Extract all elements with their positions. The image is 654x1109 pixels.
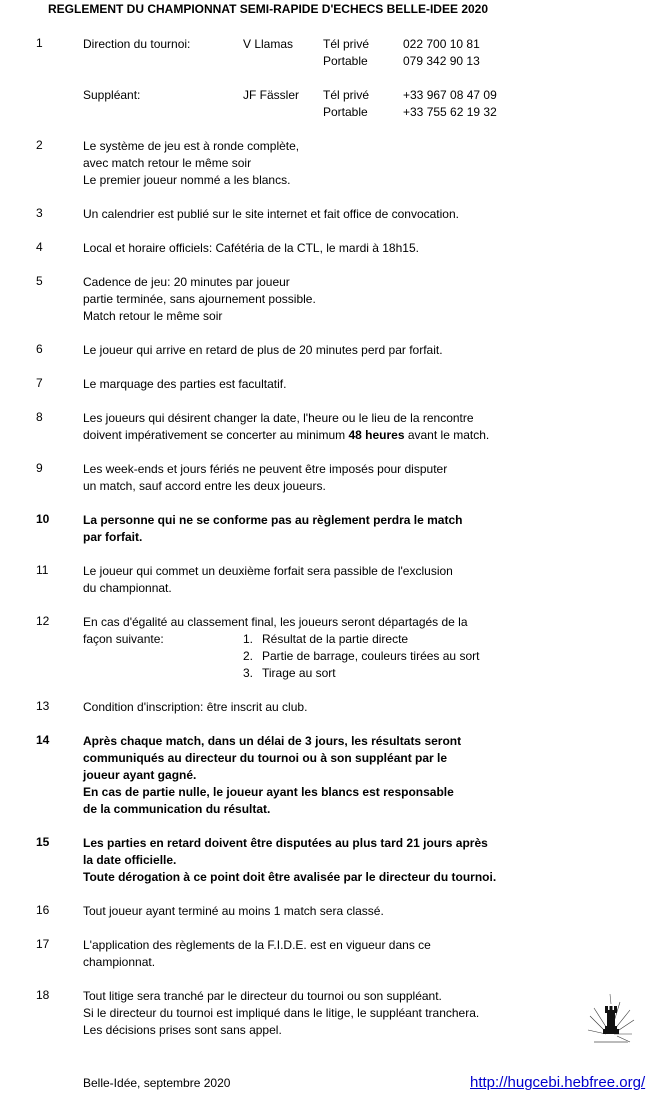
tiebreak-item: Tirage au sort	[262, 666, 336, 680]
rule-number: 17	[36, 937, 50, 951]
rule-number: 12	[36, 614, 50, 628]
rule-text-line: un match, sauf accord entre les deux joueurs.	[83, 479, 326, 493]
rule-text-line: Le système de jeu est à ronde complète,	[83, 139, 300, 153]
rule-number: 14	[36, 733, 50, 747]
rule-text-line: communiqués au directeur du tournoi ou à son suppléant par le	[83, 751, 448, 765]
rule-text-line: En cas d'égalité au classement final, les joueurs seront départagés de la	[83, 615, 468, 629]
deputy-mobile: +33 755 62 19 32	[403, 105, 497, 119]
rule-number: 18	[36, 988, 50, 1002]
rule-number: 1	[36, 36, 43, 50]
rule-text-line: Match retour le même soir	[83, 309, 223, 323]
rule-number: 6	[36, 342, 43, 356]
rule-text-line	[83, 427, 489, 444]
rule-text-line: Les parties en retard doivent être disputées au plus tard 21 jours après	[83, 836, 488, 850]
rule-text-line: Les décisions prises sont sans appel.	[83, 1023, 282, 1037]
deputy-tel-label: Tél privé	[323, 88, 370, 102]
rule-text-line: avec match retour le même soir	[83, 156, 252, 170]
tiebreak-item-number: 2.	[243, 649, 254, 663]
rule-text-line: Tout litige sera tranché par le directeur du tournoi ou son suppléant.	[83, 989, 442, 1003]
rule-text-line: En cas de partie nulle, le joueur ayant les blancs est responsable	[83, 785, 454, 799]
rule-text-line: façon suivante:	[83, 632, 164, 646]
rule-number: 9	[36, 461, 43, 475]
rule-number: 13	[36, 699, 50, 713]
rule-text-segment: avant le match.	[404, 428, 490, 442]
tiebreak-item-number: 3.	[243, 666, 254, 680]
rule-text-line: partie terminée, sans ajournement possible.	[83, 292, 316, 306]
rule-text-line: Si le directeur du tournoi est impliqué dans le litige, le suppléant tranchera.	[83, 1006, 480, 1020]
director-mobile: 079 342 90 13	[403, 54, 480, 68]
deputy-tel: +33 967 08 47 09	[403, 88, 497, 102]
tiebreak-item: Partie de barrage, couleurs tirées au sort	[262, 649, 480, 663]
director-tel: 022 700 10 81	[403, 37, 480, 51]
rule-text-line: Un calendrier est publié sur le site internet et fait office de convocation.	[83, 207, 459, 221]
rule-number: 7	[36, 376, 43, 390]
rule-text-segment: doivent impérativement se concerter au minimum	[83, 428, 349, 442]
rule-text-line: par forfait.	[83, 530, 143, 544]
rule-text-line: la date officielle.	[83, 853, 177, 867]
rule-text-line: du championnat.	[83, 581, 172, 595]
document-title: REGLEMENT DU CHAMPIONNAT SEMI-RAPIDE D'ECHECS BELLE-IDEE 2020	[48, 2, 489, 16]
rule-text-line: Condition d'inscription: être inscrit au club.	[83, 700, 308, 714]
rule-text-line: Local et horaire officiels: Cafétéria de la CTL, le mardi à 18h15.	[83, 241, 419, 255]
rule-text-line: Le joueur qui commet un deuxième forfait sera passible de l'exclusion	[83, 564, 453, 578]
rule-number: 10	[36, 512, 50, 526]
deadline-emphasis: 48 heures	[348, 428, 405, 442]
deputy-mobile-label: Portable	[323, 105, 368, 119]
director-name: V Llamas	[243, 37, 294, 51]
deputy-name: JF Fässler	[243, 88, 300, 102]
club-website-link[interactable]: http://hugcebi.hebfree.org/	[470, 1074, 646, 1091]
rule-text-line: Les week-ends et jours fériés ne peuvent être imposés pour disputer	[83, 462, 448, 476]
rule-text-line: Le marquage des parties est facultatif.	[83, 377, 287, 391]
rule-text-line: La personne qui ne se conforme pas au règlement perdra le match	[83, 513, 463, 527]
rule-text-line: Toute dérogation à ce point doit être avalisée par le directeur du tournoi.	[83, 870, 497, 884]
rule-text-line: L'application des règlements de la F.I.D.E. est en vigueur dans ce	[83, 938, 431, 952]
rule-text-line: Le premier joueur nommé a les blancs.	[83, 173, 291, 187]
rule-text-line: championnat.	[83, 955, 156, 969]
rule-text-line: joueur ayant gagné.	[83, 768, 197, 782]
chess-rook-icon	[584, 990, 636, 1048]
rule-number: 11	[36, 563, 49, 577]
rule-text-line: de la communication du résultat.	[83, 802, 271, 816]
rule-text-line: Le joueur qui arrive en retard de plus de 20 minutes perd par forfait.	[83, 343, 443, 357]
rule-number: 4	[36, 240, 43, 254]
rule-text-line: Les joueurs qui désirent changer la date, l'heure ou le lieu de la rencontre	[83, 411, 474, 425]
rule-number: 15	[36, 835, 50, 849]
rule-text-line: Tout joueur ayant terminé au moins 1 match sera classé.	[83, 904, 384, 918]
rule-text-line: Après chaque match, dans un délai de 3 jours, les résultats seront	[83, 734, 462, 748]
rule-number: 2	[36, 138, 43, 152]
rule-number: 3	[36, 206, 43, 220]
rule-text-line: Cadence de jeu: 20 minutes par joueur	[83, 275, 290, 289]
rule-number: 8	[36, 410, 43, 424]
tiebreak-item-number: 1.	[243, 632, 254, 646]
rule-number: 5	[36, 274, 43, 288]
rule-number: 16	[36, 903, 50, 917]
director-mobile-label: Portable	[323, 54, 368, 68]
deputy-label: Suppléant:	[83, 88, 141, 102]
place-date: Belle-Idée, septembre 2020	[83, 1076, 231, 1090]
tiebreak-item: Résultat de la partie directe	[262, 632, 409, 646]
director-tel-label: Tél privé	[323, 37, 370, 51]
direction-label: Direction du tournoi:	[83, 37, 191, 51]
